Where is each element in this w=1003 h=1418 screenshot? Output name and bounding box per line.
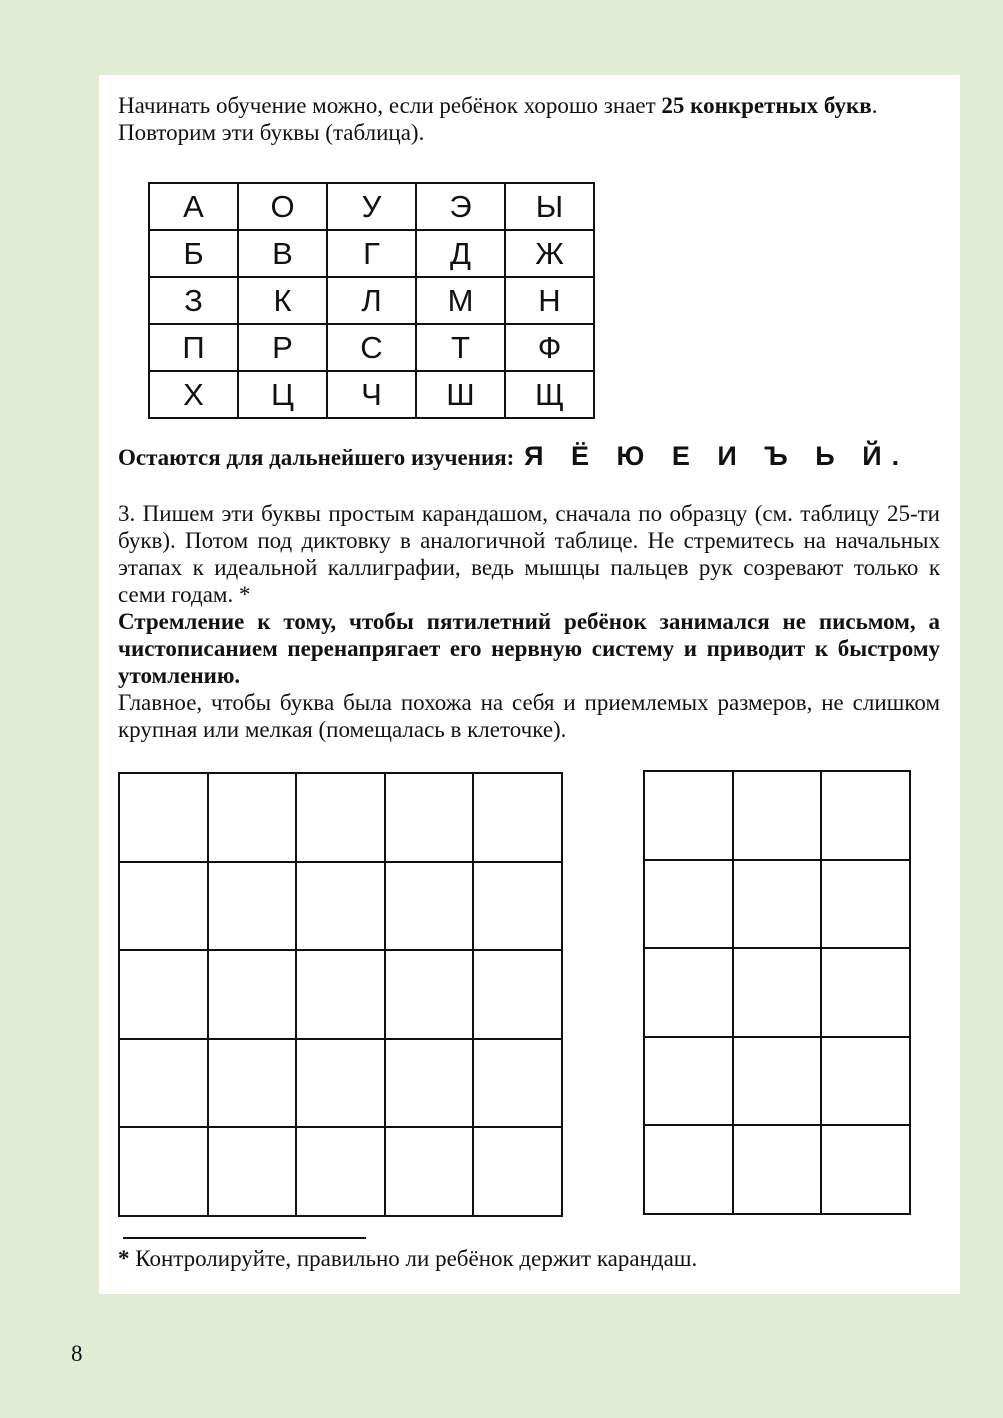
letter-cell: М — [416, 277, 505, 324]
practice-cell — [120, 1128, 209, 1217]
practice-cell — [822, 1126, 911, 1215]
letter-cell: Д — [416, 230, 505, 277]
practice-cell — [474, 1128, 563, 1217]
practice-cell — [645, 861, 734, 950]
practice-cell — [120, 774, 209, 863]
letter-cell: Н — [505, 277, 594, 324]
letter-cell: У — [327, 183, 416, 230]
letter-cell: Щ — [505, 371, 594, 418]
letters-row — [149, 183, 594, 230]
letters-row — [149, 277, 594, 324]
letter-cell: С — [327, 324, 416, 371]
practice-cell — [734, 1126, 823, 1215]
practice-cell — [474, 951, 563, 1040]
practice-cell — [297, 951, 386, 1040]
practice-cell — [645, 1038, 734, 1127]
letter-cell: Г — [327, 230, 416, 277]
practice-cell — [209, 1128, 298, 1217]
practice-cell — [474, 1040, 563, 1129]
practice-cell — [386, 951, 475, 1040]
intro-text-after: . Повторим эти буквы (таблица). — [118, 93, 878, 145]
practice-cell — [734, 1038, 823, 1127]
practice-cell — [645, 1126, 734, 1215]
footnote-text: Контролируйте, правильно ли ребёнок держит карандаш. — [129, 1246, 698, 1271]
letters-row — [149, 324, 594, 371]
practice-cell — [734, 861, 823, 950]
practice-cell — [645, 772, 734, 861]
practice-grid-right — [643, 770, 911, 1215]
letter-cell: Ш — [416, 371, 505, 418]
intro-text-bold: 25 конкретных букв — [661, 93, 872, 118]
letter-cell: Ж — [505, 230, 594, 277]
practice-cell — [822, 772, 911, 861]
section-3-paragraph-3: Главное, чтобы буква была похожа на себя и приемлемых размеров, не слишком крупная или мелкая (помещалась в клеточке). — [118, 690, 940, 742]
practice-cell — [297, 774, 386, 863]
letter-cell: Ц — [238, 371, 327, 418]
footnote — [118, 1245, 697, 1272]
letters-row — [149, 371, 594, 418]
practice-cell — [209, 1040, 298, 1129]
letter-cell: П — [149, 324, 238, 371]
letter-cell: Ф — [505, 324, 594, 371]
footnote-divider — [123, 1237, 366, 1239]
letter-cell: Э — [416, 183, 505, 230]
letter-cell: К — [238, 277, 327, 324]
practice-cell — [297, 863, 386, 952]
practice-cell — [822, 861, 911, 950]
intro-paragraph — [118, 92, 940, 146]
practice-cell — [209, 951, 298, 1040]
letters-table-body — [149, 183, 594, 418]
letter-cell: Ч — [327, 371, 416, 418]
section-3 — [118, 500, 940, 743]
practice-cell — [822, 949, 911, 1038]
section-3-paragraph-2: Стремление к тому, чтобы пятилетний ребёнок занимался не письмом, а чистописанием перенапрягает его нервную систему и приводит к быстрому утомлению. — [118, 609, 940, 688]
letter-cell: В — [238, 230, 327, 277]
practice-cell — [209, 863, 298, 952]
letter-cell: З — [149, 277, 238, 324]
practice-cell — [386, 1040, 475, 1129]
letter-cell: О — [238, 183, 327, 230]
section-3-paragraph-1: 3. Пишем эти буквы простым карандашом, сначала по образцу (см. таблицу 25-ти букв). Потом под диктовку в аналогичной таблице. Не стремитесь на начальных этапах к идеальной каллиграфии, ведь мышцы пальцев рук созревают только к семи годам. * — [118, 501, 940, 607]
practice-cell — [120, 951, 209, 1040]
practice-cell — [474, 863, 563, 952]
practice-cell — [120, 863, 209, 952]
remaining-letters: Я Ё Ю Е И Ъ Ь Й. — [524, 441, 910, 471]
practice-cell — [297, 1040, 386, 1129]
practice-cell — [734, 949, 823, 1038]
practice-cell — [297, 1128, 386, 1217]
letter-cell: Х — [149, 371, 238, 418]
letter-cell: Ы — [505, 183, 594, 230]
practice-cell — [386, 1128, 475, 1217]
practice-cell — [474, 774, 563, 863]
footnote-marker: * — [118, 1246, 130, 1271]
letters-row — [149, 230, 594, 277]
letter-cell: Л — [327, 277, 416, 324]
letter-cell: Т — [416, 324, 505, 371]
practice-grid-left — [118, 772, 563, 1217]
practice-cell — [645, 949, 734, 1038]
practice-cell — [209, 774, 298, 863]
letters-table — [148, 182, 595, 419]
letter-cell: Р — [238, 324, 327, 371]
intro-text-before: Начинать обучение можно, если ребёнок хорошо знает — [118, 93, 662, 118]
page-sheet — [99, 75, 960, 1294]
letter-cell: А — [149, 183, 238, 230]
remaining-letters-line — [118, 440, 909, 474]
remaining-label: Остаются для дальнейшего изучения: — [118, 445, 515, 470]
practice-cell — [822, 1038, 911, 1127]
page-number: 8 — [71, 1341, 83, 1366]
letter-cell: Б — [149, 230, 238, 277]
practice-cell — [386, 774, 475, 863]
practice-cell — [120, 1040, 209, 1129]
practice-cell — [386, 863, 475, 952]
practice-cell — [734, 772, 823, 861]
